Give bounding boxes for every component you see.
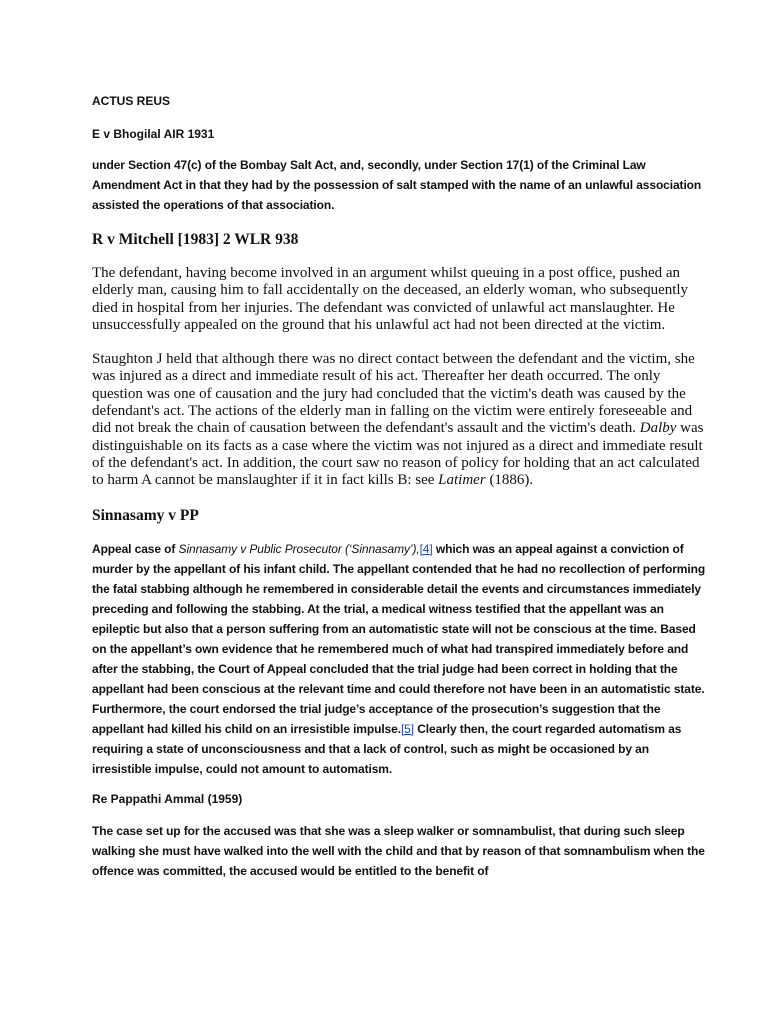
heading-bhogilal: E v Bhogilal AIR 1931 (92, 127, 215, 141)
paragraph-mitchell-held (92, 351, 708, 489)
paragraph-bhogilal: under Section 47(c) of the Bombay Salt Act, and, secondly, under Section 17(1) of the Criminal Law Amendment Act in that they had by the possession of salt stamped with the name of an unlawful association assisted the operations of that association. (92, 158, 702, 212)
heading-pappathi: Re Pappathi Ammal (1959) (92, 791, 243, 806)
heading-mitchell: R v Mitchell [1983] 2 WLR 938 (92, 231, 299, 248)
case-citation-sinnasamy: Sinnasamy v Public Prosecutor (‘Sinnasamy’), (178, 541, 420, 556)
text-run: (1886). (485, 472, 534, 489)
text-run: which was an appeal against a conviction of murder by the appellant of his infant child. The appellant contended that he had no recollection of performing the fatal stabbing although he remembered in considerable detail the events and circumstances immediately preceding and following the stabbing. At the trial, a medical witness testified that the appellant was an epileptic but also that a person suffering from an automatistic state will not be conscious at the time. Based on the appellant’s own evidence that he remembered much of what had transpired immediately before and after the stabbing, the Court of Appeal concluded that the trial judge had been correct in holding that the appellant had been conscious at the relevant time and could therefore not have been in an automatistic state. Furthermore, the court endorsed the trial judge’s acceptance of the prosecution’s suggestion that the appellant had killed his child on an irresistible impulse. (92, 541, 706, 736)
text-run: Clearly then, the court regarded automatism as requiring a state of unconsciousness and that a lack of control, such as might be occasioned by an irresistible impulse, could not amount to automatism. (92, 721, 682, 776)
heading-sinnasamy: Sinnasamy v PP (92, 506, 199, 524)
footnote-link-5[interactable]: [5] (400, 721, 414, 736)
heading-actus-reus: ACTUS REUS (92, 94, 171, 108)
case-name-dalby: Dalby (639, 420, 677, 437)
case-name-latimer: Latimer (438, 472, 486, 489)
text-run: Appeal case of (92, 541, 179, 556)
footnote-link-4[interactable]: [4] (419, 541, 433, 556)
text-run: was distinguishable on its facts as a case where the victim was not injured as a direct and immediate result of the defendant's act. In addition, the court saw no reason of policy for holding that an act calculated to harm A cannot be manslaughter if it in fact kills B: see (92, 420, 704, 489)
text-run: Staughton J held that although there was no direct contact between the defendant and the victim, she was injured as a direct and immediate result of his act. Thereafter her death occurred. The only question was one of causation and the jury had concluded that the victim's death was caused by the defendant's act. The actions of the elderly man in falling on the victim were entirely foreseeable and did not break the chain of causation between the defendant's assault and the victim's death. (92, 351, 695, 437)
paragraph-sinnasamy (92, 539, 708, 779)
paragraph-pappathi: The case set up for the accused was that she was a sleep walker or somnambulist, that during such sleep walking she must have walked into the well with the child and that by reason of that somnambulism when the offence was committed, the accused would be entitled to the benefit of (92, 823, 705, 878)
paragraph-mitchell-facts: The defendant, having become involved in an argument whilst queuing in a post office, pushed an elderly man, causing him to fall accidentally on the deceased, an elderly woman, who subsequently died in hospital from her injuries. The defendant was convicted of unlawful act manslaughter. He unsuccessfully appealed on the ground that his unlawful act had not been directed at the victim. (92, 265, 689, 333)
